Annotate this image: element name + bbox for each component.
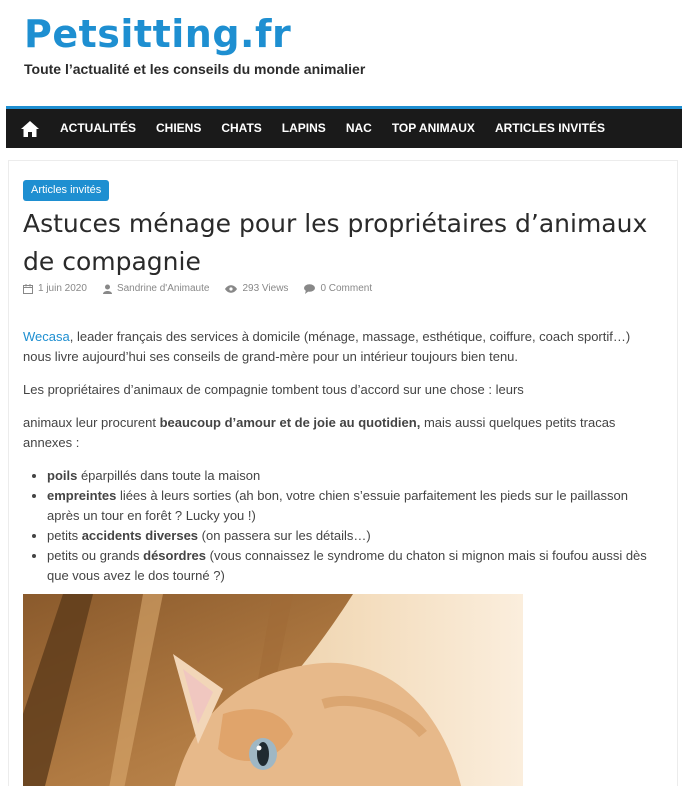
paragraph-3-after: mais aussi quelques petits tracas annexes : [23, 415, 616, 450]
nav-item-chiens[interactable]: CHIENS [156, 121, 202, 135]
list-item: • petits accidents diverses (on passera sur les détails…) [47, 526, 659, 546]
meta-views [225, 283, 288, 294]
list-item: • empreintes liées à leurs sorties (ah bon, votre chien s’essuie parfaitement les pieds sur le paillasson après un tour en forêt ? Lucky you !) [47, 486, 659, 526]
meta-views-text: 293 Views [242, 283, 289, 294]
home-icon[interactable] [10, 109, 50, 148]
nav-item-chats[interactable]: CHATS [221, 121, 262, 135]
site-title[interactable]: Petsitting.fr [24, 12, 292, 56]
ginger-kitten-photo [23, 594, 523, 786]
meta-author-text: Sandrine d'Animaute [116, 283, 210, 294]
meta-date[interactable] [23, 283, 87, 294]
site-tagline: Toute l’actualité et les conseils du monde animalier [24, 61, 366, 77]
article-meta [23, 283, 388, 294]
nav-item-nac[interactable]: NAC [345, 121, 372, 135]
comment-icon [304, 284, 315, 294]
article-title: Astuces ménage pour les propriétaires d’animaux de compagnie [23, 209, 648, 276]
paragraph-3-before: animaux leur procurent [23, 415, 160, 430]
nav-item-actualites[interactable]: ACTUALITÉS [60, 121, 136, 135]
category-badge[interactable]: Articles invités [23, 180, 109, 201]
meta-comments-text: 0 Comment [320, 283, 373, 294]
meta-author[interactable] [103, 283, 210, 294]
article-content [23, 327, 659, 586]
nav-item-top-animaux[interactable]: TOP ANIMAUX [391, 121, 475, 135]
nav-item-articles-invites[interactable]: ARTICLES INVITÉS [494, 121, 605, 135]
list-item: • poils éparpillés dans toute la maison [47, 466, 659, 486]
paragraph-intro [23, 327, 659, 367]
main-nav [6, 106, 682, 148]
site-header [0, 0, 688, 100]
calendar-icon [23, 284, 33, 294]
meta-comments[interactable] [304, 283, 372, 294]
list-item: • petits ou grands désordres (vous connaissez le syndrome du chaton si mignon mais si foufou aussi dès que vous avez le dos tourné ?) [47, 546, 659, 586]
paragraph-intro-text: , leader français des services à domicile (ménage, massage, esthétique, coiffure, coach sportif…) nous livre aujourd’hui ses conseils de grand-mère pour un intérieur toujours bien tenu. [23, 329, 631, 364]
wecasa-link[interactable]: Wecasa [23, 329, 70, 344]
paragraph-3-bold: beaucoup d’amour et de joie au quotidien, [159, 415, 421, 430]
article [8, 160, 678, 786]
eye-icon [225, 285, 237, 293]
paragraph-3 [23, 413, 659, 453]
paragraph-2: Les propriétaires d’animaux de compagnie tombent tous d’accord sur une chose : leurs [23, 382, 524, 397]
user-icon [103, 284, 112, 294]
annoyances-list [23, 466, 659, 586]
meta-date-text: 1 juin 2020 [38, 283, 87, 294]
nav-item-lapins[interactable]: LAPINS [281, 121, 326, 135]
